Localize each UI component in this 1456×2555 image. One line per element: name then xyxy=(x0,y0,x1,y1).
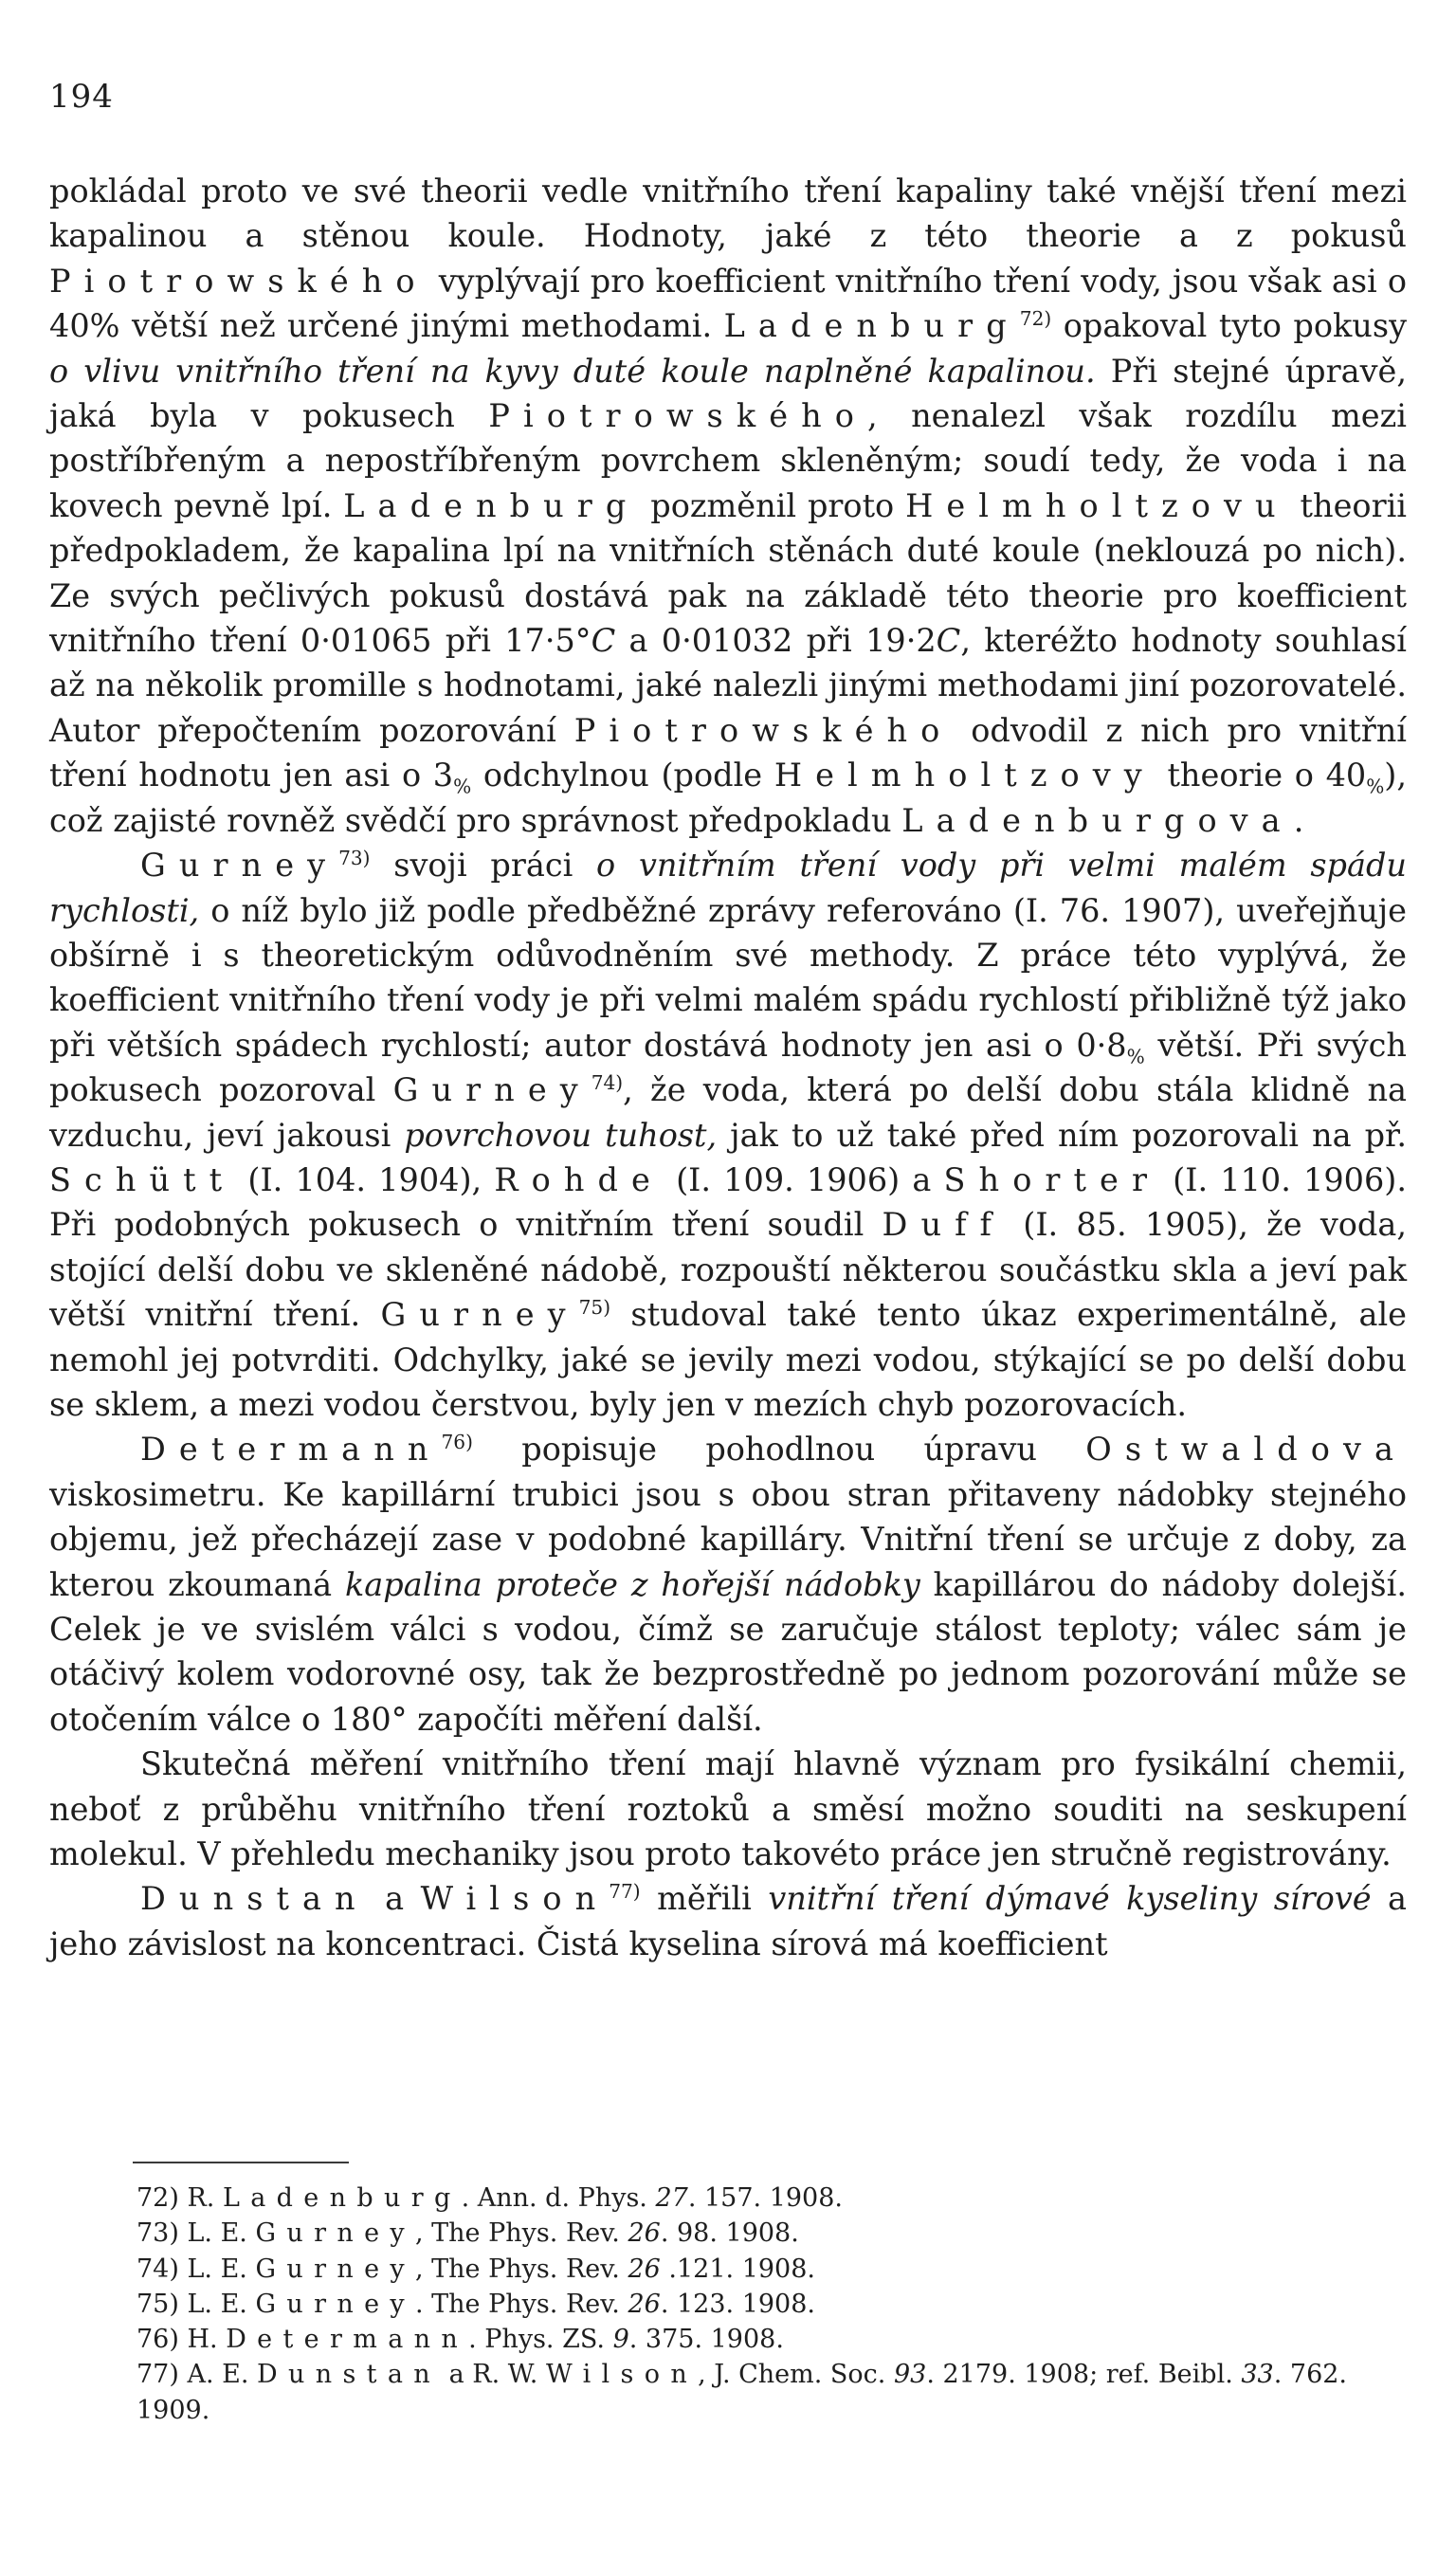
text-run: kapillárou do nádoby dolejší. Celek je ve svislém válci s vodou, čímž se zaručuje stálost teploty; válec sám je otáčivý kolem vodorovné osy, tak že bezprostředně po jednom pozorování může se otočením válce o 180° započíti měření další. xyxy=(49,1565,1407,1738)
footnote-item xyxy=(49,2357,1407,2428)
text-run: . The Phys. Rev. xyxy=(414,2289,628,2319)
spaced-name: Piotrowského xyxy=(573,711,954,749)
paragraph xyxy=(49,1876,1407,1966)
text-run: větší. Při svých pokusech pozoroval xyxy=(49,1026,1407,1109)
text-run: % xyxy=(453,775,472,798)
text-run: . 762. 1909. xyxy=(136,2360,1348,2425)
text-run: 26 xyxy=(628,2289,661,2319)
footnote-ref: 72) xyxy=(1019,307,1052,331)
text-run: 26 xyxy=(628,2254,661,2284)
spaced-name: Dunstan xyxy=(140,1880,369,1918)
text-run: svoji práci xyxy=(370,847,597,885)
text-run: měřili xyxy=(640,1880,769,1918)
footnote-item xyxy=(49,2216,1407,2251)
text-run: o níž bylo již podle předběžné zprávy referováno (I. 76. 1907), uveřejňuje obšírně i s theoretickým odůvodněním své methody. Z práce této vyplývá, že koefficient vnitřního tření vody je při velmi malém spádu rychlostí přibližně týž jako při větších spádech rychlostí; autor dostává hodnoty jen asi o 0·8 xyxy=(49,891,1407,1064)
text-run: studoval také tento úkaz experimentálně, ale nemohl jej potvrditi. Odchylky, jaké se jevily mezi vodou, stýkající se po delší dobu se sklem, a mezi vodou čerstvou, byly jen v mezích chyb pozorovacích. xyxy=(49,1296,1407,1423)
text-run: 74) L. E. xyxy=(136,2254,256,2284)
text-run: viskosimetru. Ke kapillární trubici jsou s obou stran přitaveny nádobky stejného objemu, jež přecházejí zase v podobné kapilláry. Vnitřní tření se určuje z doby, za kterou zkoumaná xyxy=(49,1475,1407,1603)
text-run: povrchovou tuhost, xyxy=(404,1116,718,1154)
text-run: 75) L. E. xyxy=(136,2289,256,2319)
page-number: 194 xyxy=(49,78,114,116)
text-run: . Phys. ZS. xyxy=(468,2325,613,2355)
text-run: vnitřní tření dýmavé kyseliny sírové xyxy=(768,1880,1372,1918)
text-run: 93 xyxy=(893,2360,927,2390)
text-run: . 2179. 1908; ref. Beibl. xyxy=(926,2360,1242,2390)
spaced-name: Gurney xyxy=(255,2289,415,2319)
text-run: 73) L. E. xyxy=(136,2218,256,2249)
spaced-name: Ostwaldova xyxy=(1085,1431,1407,1469)
spaced-name: Gurney xyxy=(392,1071,592,1109)
text-run: o vnitřním tření vody při velmi malém spádu rychlosti, xyxy=(49,847,1407,929)
text-run: kapalina proteče z hořejší nádobky xyxy=(345,1565,920,1603)
text-run: theorii předpokladem, že kapalina lpí na vnitřních stěnách duté koule (neklouzá po nich). Ze svých pečlivých pokusů dostává pak na základě této theorie pro koefficient vnitřního tření 0·01065 při 17·5° xyxy=(49,486,1408,660)
spaced-name: Gurney xyxy=(255,2254,415,2284)
text-run: . 375. 1908. xyxy=(628,2325,784,2355)
text-run: (I. 109. 1906) a xyxy=(663,1160,944,1198)
spaced-name: Determann xyxy=(140,1431,442,1469)
spaced-name: Ladenburg xyxy=(222,2183,462,2213)
text-run: o vlivu vnitřního tření na kyvy duté koule naplněné kapalinou. xyxy=(49,352,1096,390)
spaced-name: Rohde xyxy=(494,1160,664,1198)
paragraph xyxy=(49,1427,1407,1742)
spaced-name: Duff xyxy=(882,1206,1006,1244)
spaced-name: Ladenburg xyxy=(723,307,1020,345)
spaced-name: Gurney xyxy=(380,1296,579,1334)
text-run: a jeho závislost na koncentraci. Čistá kyselina sírová má koefficient xyxy=(49,1880,1408,1962)
text-run: . xyxy=(1293,801,1304,839)
spaced-name: Piotrowského xyxy=(488,397,867,435)
text-run: % xyxy=(1126,1045,1145,1068)
text-run: . Ann. d. Phys. xyxy=(461,2183,656,2213)
spaced-name: Wilson xyxy=(420,1880,610,1918)
spaced-name: Wilson xyxy=(545,2360,699,2390)
text-run: popisuje pohodlnou úpravu xyxy=(472,1431,1086,1469)
text-run: , The Phys. Rev. xyxy=(414,2218,628,2249)
spaced-name: Gurney xyxy=(255,2218,415,2249)
text-run: , kteréžto hodnoty souhlasí až na několik promille s hodnotami, jaké nalezli jinými methodami jiní pozorovatelé. Autor přepočtením pozorování xyxy=(49,622,1407,749)
spaced-name: Ladenburgova xyxy=(901,801,1294,839)
text-run: Skutečná měření vnitřního tření mají hlavně význam pro fysikální chemii, neboť z průběhu vnitřního tření roztoků a směsí možno souditi na seskupení molekul. V přehledu mechaniky jsou proto takovéto práce jen stručně registrovány. xyxy=(49,1745,1407,1873)
text-run: odchylnou (podle xyxy=(471,757,774,794)
text-run: pozměnil proto xyxy=(639,486,906,524)
footnote-divider xyxy=(133,2162,349,2163)
text-run: ), což zajisté rovněž svědčí pro správnost předpokladu xyxy=(49,757,1408,839)
footnote-ref: 73) xyxy=(338,846,371,869)
spaced-name: Determann xyxy=(226,2325,469,2355)
footnote-ref: 76) xyxy=(441,1431,473,1454)
text-run: Při stejné úpravě, jaká byla v pokusech xyxy=(49,352,1407,435)
text-run: . 123. 1908. xyxy=(660,2289,815,2319)
text-run: 9 xyxy=(612,2325,629,2355)
text-run: , nenalezl však rozdílu mezi postříbřeným a nepostříbřeným povrchem skleněným; soudí tedy, že voda i na kovech pevně lpí. xyxy=(49,397,1407,524)
text-run: . 157. 1908. xyxy=(687,2183,843,2213)
spaced-name: Ladenburg xyxy=(343,486,640,524)
text-run: . 98. 1908. xyxy=(660,2218,799,2249)
text-run: (I. 104. 1904), xyxy=(235,1160,495,1198)
text-run: (I. 85. 1905), že voda, stojící delší dobu ve skleněné nádobě, rozpouští některou součástku skla a jeví pak větší vnitřní tření. xyxy=(49,1206,1407,1334)
spaced-name: Shorter xyxy=(943,1160,1161,1198)
text-run: 33 xyxy=(1241,2360,1274,2390)
body-text xyxy=(49,169,1407,1966)
text-run: a 0·01032 při 19·2 xyxy=(615,622,937,660)
paragraph xyxy=(49,1742,1407,1876)
text-run: C xyxy=(591,622,616,660)
spaced-name: Helmholtzovu xyxy=(905,486,1289,524)
footnote-item xyxy=(49,2287,1407,2322)
text-run: % xyxy=(1366,775,1385,798)
text-run: a R. W. xyxy=(441,2360,546,2390)
spaced-name: Helmholtzovy xyxy=(774,757,1156,794)
footnote-ref: 75) xyxy=(578,1296,611,1319)
footnote-ref: 74) xyxy=(591,1070,624,1094)
spaced-name: Schütt xyxy=(49,1160,236,1198)
text-run: odvodil z nich pro vnitřní tření hodnotu jen asi o 3 xyxy=(49,711,1407,794)
footnote-ref: 77) xyxy=(609,1880,641,1904)
text-run: .121. 1908. xyxy=(660,2254,815,2284)
text-run: 76) H. xyxy=(136,2325,227,2355)
text-run: , že voda, která po delší dobu stála klidně na vzduchu, jeví jakousi xyxy=(49,1071,1407,1154)
paragraph xyxy=(49,169,1407,843)
text-run: 72) R. xyxy=(136,2183,223,2213)
text-run: pokládal proto ve své theorii vedle vnitřního tření kapaliny také vnější tření mezi kapalinou a stěnou koule. Hodnoty, jaké z této theorie a z pokusů xyxy=(49,173,1407,255)
footnote-item xyxy=(49,2322,1407,2357)
text-run: 27 xyxy=(655,2183,688,2213)
spaced-name: Gurney xyxy=(140,847,339,885)
spaced-name: Dunstan xyxy=(257,2360,442,2390)
paragraph xyxy=(49,843,1407,1427)
text-run: (I. 110. 1906). Při podobných pokusech o vnitřním tření soudil xyxy=(49,1160,1407,1244)
text-run: , J. Chem. Soc. xyxy=(698,2360,894,2390)
text-run: a xyxy=(368,1880,421,1918)
text-run: vyplývají pro koefficient vnitřního tření vody, jsou však asi o 40% větší než určené jinými methodami. xyxy=(49,262,1407,345)
text-run: C xyxy=(936,622,961,660)
footnotes xyxy=(49,2181,1407,2428)
footnote-item xyxy=(49,2252,1407,2287)
text-run: jak to už také před ním pozorovali na př. xyxy=(717,1116,1407,1154)
text-run: opakoval tyto pokusy xyxy=(1051,307,1407,345)
text-run: 77) A. E. xyxy=(136,2360,258,2390)
text-run: theorie o 40 xyxy=(1155,757,1367,794)
footnote-item xyxy=(49,2181,1407,2216)
text-run: 26 xyxy=(628,2218,661,2249)
spaced-name: Piotrowského xyxy=(49,262,428,300)
text-run: , The Phys. Rev. xyxy=(414,2254,628,2284)
